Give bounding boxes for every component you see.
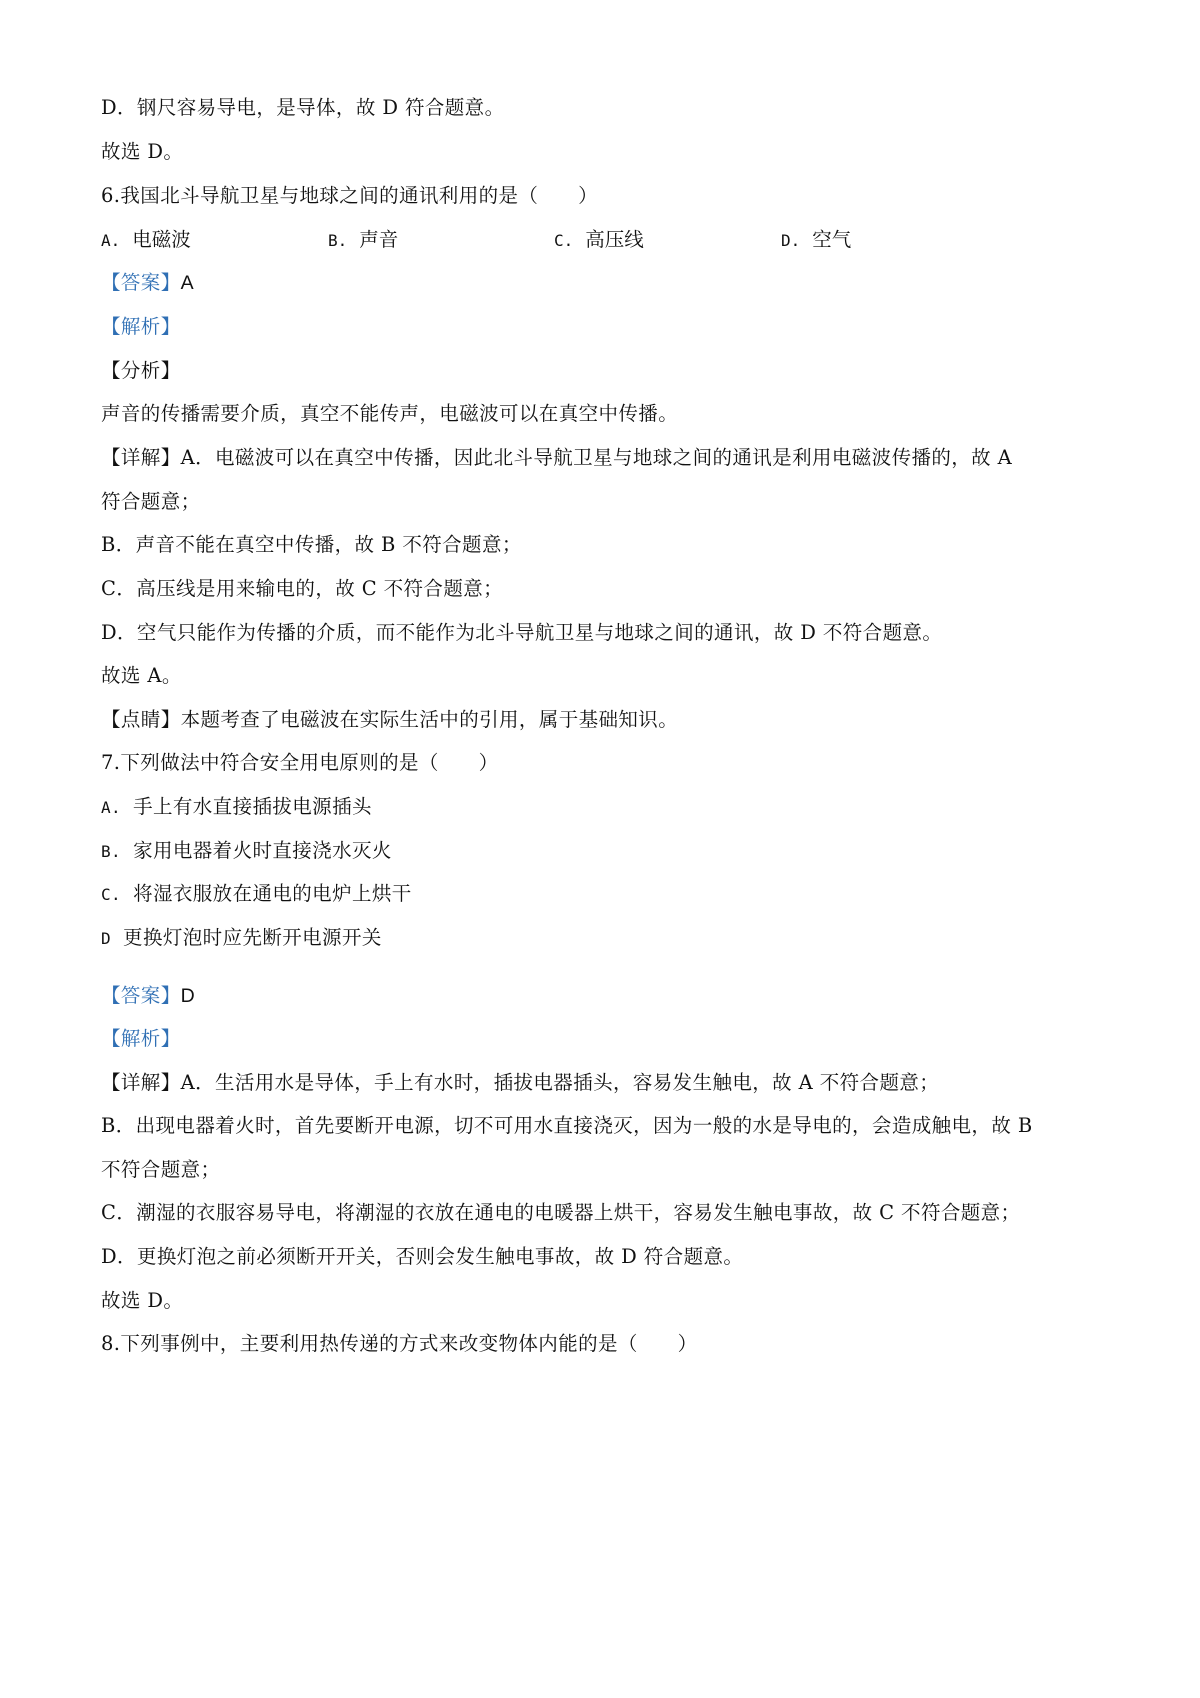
q6-detail-d: D．空气只能作为传播的介质，而不能作为北斗导航卫星与地球之间的通讯，故 D 不符合题意。 — [101, 621, 943, 644]
q6-answer-value: A — [180, 272, 195, 294]
q7-option-d-text: 更换灯泡时应先断开电源开关 — [123, 926, 382, 949]
q6-option-a-letter: A. — [101, 231, 121, 250]
q6-comment: 【点睛】本题考查了电磁波在实际生活中的引用，属于基础知识。 — [101, 708, 679, 731]
prev-option-d-explanation: D．钢尺容易导电，是导体，故 D 符合题意。 — [101, 96, 505, 119]
q6-stem: 6.我国北斗导航卫星与地球之间的通讯利用的是（ ） — [101, 184, 599, 207]
q7-detail-b-line2: 不符合题意； — [101, 1158, 221, 1181]
q6-fenxi-text: 声音的传播需要介质，真空不能传声，电磁波可以在真空中传播。 — [101, 402, 679, 425]
q7-answer — [101, 983, 195, 1009]
q6-option-d-text: 空气 — [812, 228, 852, 251]
q6-option-a — [101, 227, 191, 254]
q8-stem: 8.下列事例中，主要利用热传递的方式来改变物体内能的是（ ） — [101, 1332, 698, 1355]
prev-conclusion: 故选 D。 — [101, 140, 184, 163]
q6-conclusion: 故选 A。 — [101, 664, 182, 687]
q6-option-c-text: 高压线 — [585, 228, 644, 251]
q6-answer-label: 【答案】 — [101, 271, 181, 294]
q7-analysis-label: 【解析】 — [101, 1027, 181, 1050]
q7-detail-b-line1: B．出现电器着火时，首先要断开电源，切不可用水直接浇灭，因为一般的水是导电的，会造成触电，故 B — [101, 1114, 1033, 1137]
q7-conclusion: 故选 D。 — [101, 1289, 184, 1312]
q7-option-c-text: 将湿衣服放在通电的电炉上烘干 — [133, 882, 412, 905]
q6-detail-b: B．声音不能在真空中传播，故 B 不符合题意； — [101, 533, 522, 556]
q7-option-d-letter: D — [101, 929, 112, 948]
q6-option-b — [328, 227, 398, 254]
q6-option-c-letter: C. — [554, 231, 574, 250]
q7-answer-label: 【答案】 — [101, 984, 181, 1007]
q7-option-b — [101, 838, 392, 865]
q7-option-d — [101, 925, 382, 952]
q7-option-a-letter: A. — [101, 798, 122, 817]
q6-option-b-letter: B. — [328, 231, 348, 250]
q6-detail-c: C．高压线是用来输电的，故 C 不符合题意； — [101, 577, 504, 600]
q6-option-c — [554, 227, 644, 254]
q7-option-c-letter: C. — [101, 885, 122, 904]
q7-option-b-text: 家用电器着火时直接浇水灭火 — [133, 839, 392, 862]
q6-fenxi-label: 【分析】 — [101, 359, 181, 382]
q7-detail-d: D．更换灯泡之前必须断开开关，否则会发生触电事故，故 D 符合题意。 — [101, 1245, 744, 1268]
q6-analysis-label: 【解析】 — [101, 315, 181, 338]
q7-option-b-letter: B. — [101, 842, 122, 861]
q7-option-a-text: 手上有水直接插拔电源插头 — [133, 795, 372, 818]
q6-option-a-text: 电磁波 — [132, 228, 191, 251]
q6-option-d-letter: D. — [781, 231, 801, 250]
q7-option-a — [101, 794, 372, 821]
q7-answer-value: D — [180, 985, 196, 1007]
q6-detail-line2: 符合题意； — [101, 490, 201, 513]
q7-detail-c: C．潮湿的衣服容易导电，将潮湿的衣放在通电的电暖器上烘干，容易发生触电事故，故 C 不符合题意； — [101, 1201, 1021, 1224]
q7-option-c — [101, 881, 412, 908]
q6-option-d — [781, 227, 851, 254]
q6-detail-line1: 【详解】A．电磁波可以在真空中传播，因此北斗导航卫星与地球之间的通讯是利用电磁波传播的，故 A — [101, 446, 1013, 469]
q6-option-b-text: 声音 — [359, 228, 399, 251]
q7-detail-a: 【详解】A．生活用水是导体，手上有水时，插拔电器插头，容易发生触电，故 A 不符合题意； — [101, 1071, 940, 1094]
q6-answer — [101, 270, 194, 296]
q6-options — [101, 227, 1001, 253]
q7-stem: 7.下列做法中符合安全用电原则的是（ ） — [101, 751, 499, 774]
